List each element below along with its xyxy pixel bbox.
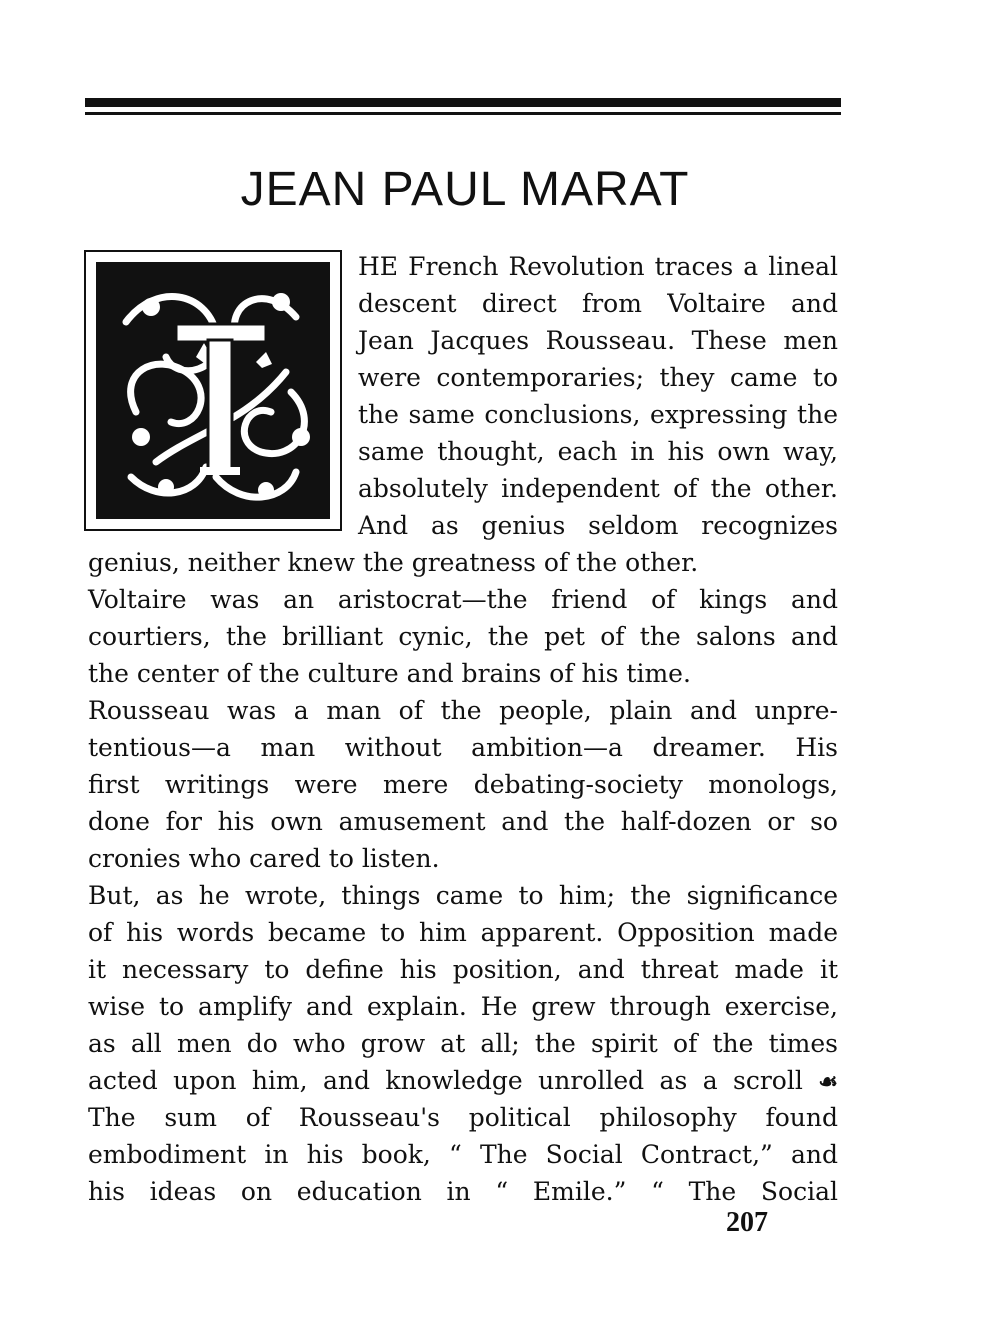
text-line: cronies who cared to listen.: [88, 844, 440, 873]
text-line: And as genius seldom recognizes: [358, 511, 838, 540]
text-line: his ideas on education in “ Emile.” “ The Social: [88, 1177, 838, 1206]
decorated-initial-t-ornament: [96, 262, 330, 519]
text-line: Voltaire was an aristocrat—the friend of kings and: [88, 585, 838, 614]
text-line: Rousseau was a man of the people, plain and unpre-: [88, 696, 838, 725]
top-rule-thin: [85, 112, 841, 115]
text-line: same thought, each in his own way,: [358, 437, 838, 466]
chapter-title: JEAN PAUL MARAT: [240, 163, 690, 216]
text-line: The sum of Rousseau's political philosophy found: [88, 1103, 838, 1132]
text-line: courtiers, the brilliant cynic, the pet of the salons and: [88, 622, 838, 651]
page-number: 207: [726, 1207, 768, 1238]
leaf-ornament-icon: ☙: [818, 1069, 838, 1095]
drop-cap-initial: [84, 250, 342, 531]
text-line: descent direct from Voltaire and: [358, 289, 838, 318]
wrapped-paragraph: [358, 248, 838, 544]
text-line: were contemporaries; they came to: [358, 363, 838, 392]
text-line: absolutely independent of the other.: [358, 474, 838, 503]
text-line: it necessary to define his position, and threat made it: [88, 955, 838, 984]
body-text: [88, 544, 838, 1210]
text-line: embodiment in his book, “ The Social Contract,” and: [88, 1140, 838, 1169]
text-line: Jean Jacques Rousseau. These men: [358, 326, 838, 355]
text-line: genius, neither knew the greatness of the other.: [88, 548, 699, 577]
text-line: first writings were mere debating-society monologs,: [88, 770, 838, 799]
text-line: tentious—a man without ambition—a dreamer. His: [88, 733, 838, 762]
text-line: as all men do who grow at all; the spirit of the times: [88, 1029, 838, 1058]
text-line: of his words became to him apparent. Opposition made: [88, 918, 838, 947]
text-line: [88, 1062, 838, 1099]
text-line: But, as he wrote, things came to him; the significance: [88, 881, 838, 910]
text-line: wise to amplify and explain. He grew through exercise,: [88, 992, 838, 1021]
text-line: HE French Revolution traces a lineal: [358, 252, 838, 281]
text-line: the same conclusions, expressing the: [358, 400, 838, 429]
text-line: done for his own amusement and the half-dozen or so: [88, 807, 838, 836]
text-line: the center of the culture and brains of his time.: [88, 659, 691, 688]
top-rule-thick: [85, 98, 841, 107]
text-line-content: acted upon him, and knowledge unrolled as a scroll: [88, 1066, 803, 1095]
